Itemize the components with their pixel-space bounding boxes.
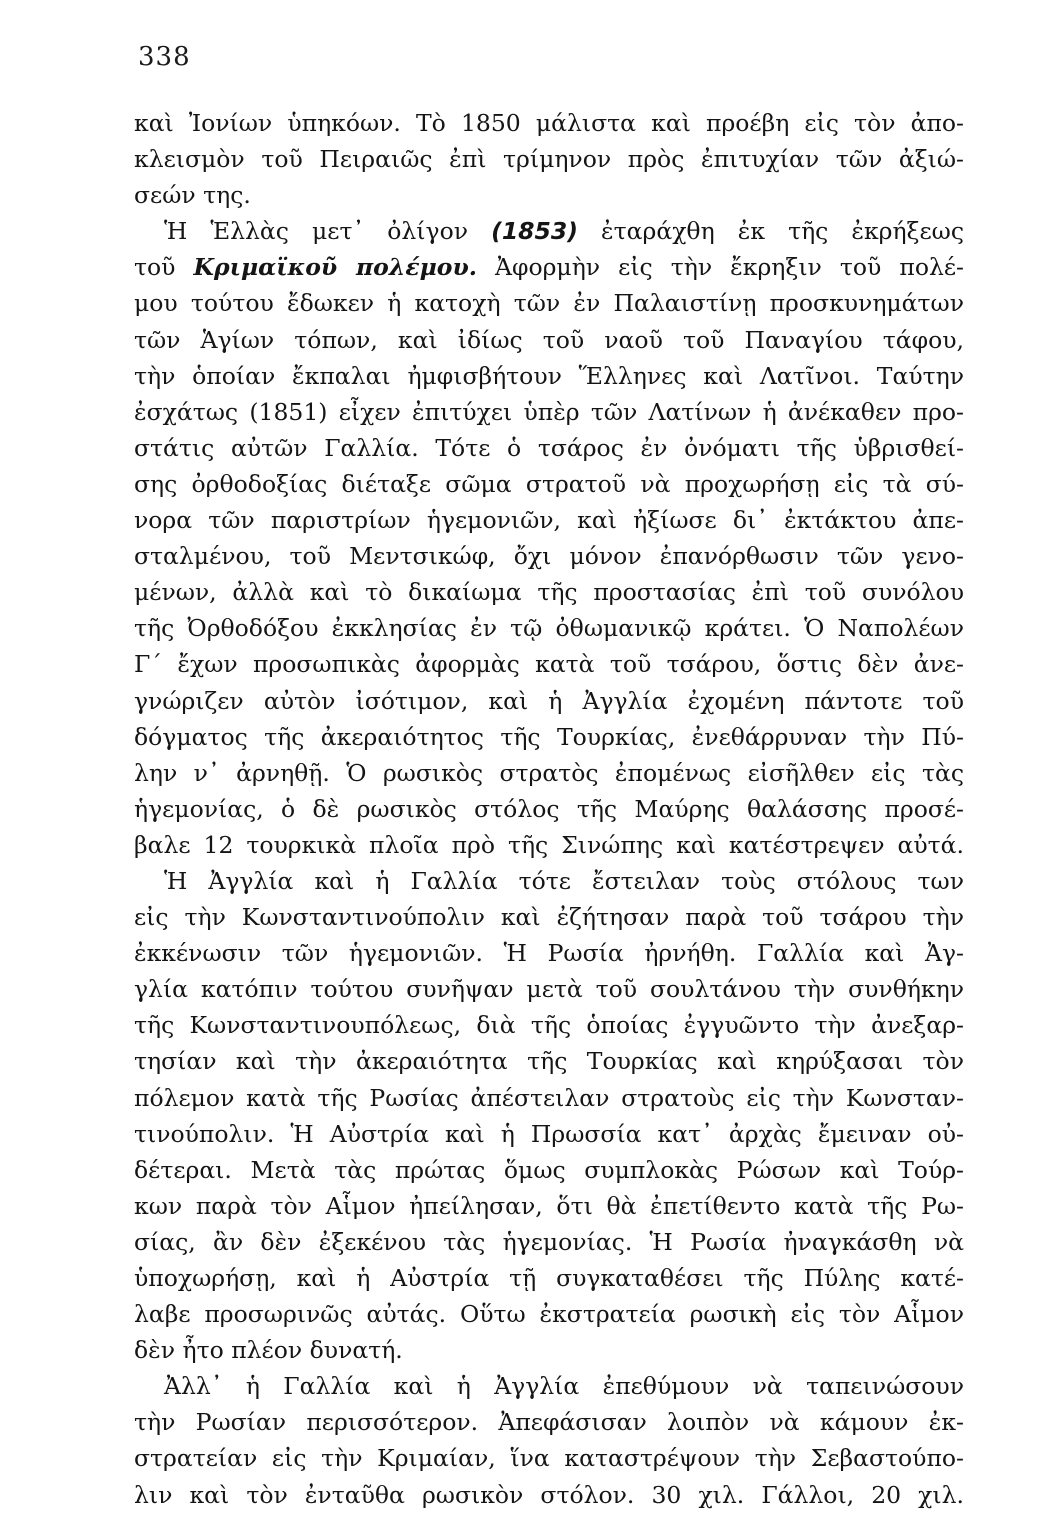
text-line: σίας, ἂν δὲν ἐξεκένου τὰς ἡγεμονίας. Ἡ Ρωσία ἠναγκάσθη νὰ	[134, 1227, 964, 1256]
text-span: Ἡ Ἑλλὰς μετ᾽ ὀλίγον	[164, 217, 469, 246]
text-line: τινούπολιν. Ἡ Αὐστρία καὶ ἡ Πρωσσία κατ᾽ ἀρχὰς ἔμειναν οὐ-	[134, 1119, 964, 1148]
text-line: τησίαν καὶ τὴν ἀκεραιότητα τῆς Τουρκίας καὶ κηρύξασαι τὸν	[134, 1047, 964, 1076]
text-line: ἡγεμονίας, ὁ δὲ ρωσικὸς στόλος τῆς Μαύρης θαλάσσης προσέ-	[134, 794, 964, 823]
text-line: λαβε προσωρινῶς αὐτάς. Οὕτω ἐκστρατεία ρωσικὴ εἰς τὸν Αἷμον	[134, 1300, 964, 1329]
text-line: στάτις αὐτῶν Γαλλία. Τότε ὁ τσάρος ἐν ὀνόματι τῆς ὑβρισθεί-	[134, 433, 964, 462]
text-line: ἐσχάτως (1851) εἶχεν ἐπιτύχει ὑπὲρ τῶν Λατίνων ἡ ἀνέκαθεν προ-	[134, 397, 964, 426]
text-line: Ἡ Ἀγγλία καὶ ἡ Γαλλία τότε ἔστειλαν τοὺς στόλους των	[164, 866, 964, 895]
text-line: δόγματος τῆς ἀκεραιότητος τῆς Τουρκίας, ἐνεθάρρυναν τὴν Πύ-	[134, 722, 964, 751]
text-line: τῆς Ὀρθοδόξου ἐκκλησίας ἐν τῷ ὀθωμανικῷ κράτει. Ὁ Ναπολέων	[134, 614, 964, 643]
text-line: μένων, ἀλλὰ καὶ τὸ δικαίωμα τῆς προστασίας ἐπὶ τοῦ συνόλου	[134, 578, 964, 607]
text-line: τὴν ὁποίαν ἔκπαλαι ἠμφισβήτουν Ἕλληνες καὶ Λατῖνοι. Ταύτην	[134, 361, 964, 390]
text-line: μου τούτου ἔδωκεν ἡ κατοχὴ τῶν ἐν Παλαιστίνῃ προσκυνημάτων	[134, 289, 964, 318]
text-line: στρατείαν εἰς τὴν Κριμαίαν, ἵνα καταστρέψουν τὴν Σεβαστούπο-	[134, 1444, 964, 1473]
text-line: γνώριζεν αὐτὸν ἰσότιμον, καὶ ἡ Ἀγγλία ἐχομένη πάντοτε τοῦ	[134, 686, 964, 715]
text-span: ἐταράχθη ἐκ τῆς ἐκρήξεως	[601, 217, 965, 246]
text-line: νορα τῶν παριστρίων ἡγεμονιῶν, καὶ ἠξίωσε δι᾽ ἐκτάκτου ἀπε-	[134, 506, 964, 535]
text-line	[134, 213, 964, 249]
text-line: κων παρὰ τὸν Αἷμον ἠπείλησαν, ὅτι θὰ ἐπετίθεντο κατὰ τῆς Ρω-	[134, 1191, 964, 1220]
date-emphasis: (1853)	[491, 217, 578, 246]
text-line: βαλε 12 τουρκικὰ πλοῖα πρὸ τῆς Σινώπης καὶ κατέστρεψεν αὐτά.	[134, 830, 964, 859]
text-line: λιν καὶ τὸν ἐνταῦθα ρωσικὸν στόλον. 30 χιλ. Γάλλοι, 20 χιλ.	[134, 1480, 964, 1509]
text-span: Ἀφορμὴν εἰς τὴν ἔκρηξιν τοῦ πολέ-	[495, 253, 964, 282]
text-line: λην ν᾽ ἀρνηθῇ. Ὁ ρωσικὸς στρατὸς ἐπομένως εἰσῆλθεν εἰς τὰς	[134, 758, 964, 787]
text-line: τὴν Ρωσίαν περισσότερον. Ἀπεφάσισαν λοιπὸν νὰ κάμουν ἐκ-	[134, 1408, 964, 1437]
text-line: Γ΄ ἔχων προσωπικὰς ἀφορμὰς κατὰ τοῦ τσάρου, ὅστις δὲν ἀνε-	[134, 650, 964, 679]
page-number: 338	[138, 42, 191, 72]
crimean-war-heading: Κριμαϊκοῦ πολέμου.	[193, 253, 477, 282]
text-line: δέτεραι. Μετὰ τὰς πρώτας ὅμως συμπλοκὰς Ρώσων καὶ Τούρ-	[134, 1155, 964, 1184]
text-line: δὲν ἦτο πλέον δυνατή.	[134, 1336, 403, 1365]
text-line: ἐκκένωσιν τῶν ἡγεμονιῶν. Ἡ Ρωσία ἠρνήθη. Γαλλία καὶ Ἀγ-	[134, 939, 964, 968]
text-line: σεών της.	[134, 181, 251, 210]
text-line: εἰς τὴν Κωνσταντινούπολιν καὶ ἐζήτησαν παρὰ τοῦ τσάρου τὴν	[134, 903, 964, 932]
body-text	[134, 105, 964, 1513]
text-line: γλία κατόπιν τούτου συνῆψαν μετὰ τοῦ σουλτάνου τὴν συνθήκην	[134, 975, 964, 1004]
text-line	[134, 249, 964, 285]
text-line: σης ὀρθοδοξίας διέταξε σῶμα στρατοῦ νὰ προχωρήσῃ εἰς τὰ σύ-	[134, 469, 964, 498]
text-line: κλεισμὸν τοῦ Πειραιῶς ἐπὶ τρίμηνον πρὸς ἐπιτυχίαν τῶν ἀξιώ-	[134, 145, 964, 174]
text-line: τῶν Ἁγίων τόπων, καὶ ἰδίως τοῦ ναοῦ τοῦ Παναγίου τάφου,	[134, 325, 964, 354]
text-line: σταλμένου, τοῦ Μεντσικώφ, ὄχι μόνον ἐπανόρθωσιν τῶν γενο-	[134, 542, 964, 571]
text-line: Ἀλλ᾽ ἡ Γαλλία καὶ ἡ Ἀγγλία ἐπεθύμουν νὰ ταπεινώσουν	[164, 1372, 964, 1401]
text-line: καὶ Ἰονίων ὑπηκόων. Τὸ 1850 μάλιστα καὶ προέβη εἰς τὸν ἀπο-	[134, 109, 964, 137]
text-line: πόλεμον κατὰ τῆς Ρωσίας ἀπέστειλαν στρατοὺς εἰς τὴν Κωνσταν-	[134, 1083, 964, 1112]
text-line: ὑποχωρήσῃ, καὶ ἡ Αὐστρία τῇ συγκαταθέσει τῆς Πύλης κατέ-	[134, 1264, 964, 1292]
text-line: τῆς Κωνσταντινουπόλεως, διὰ τῆς ὁποίας ἐγγυῶντο τὴν ἀνεξαρ-	[134, 1011, 964, 1040]
text-span: τοῦ	[134, 253, 176, 282]
